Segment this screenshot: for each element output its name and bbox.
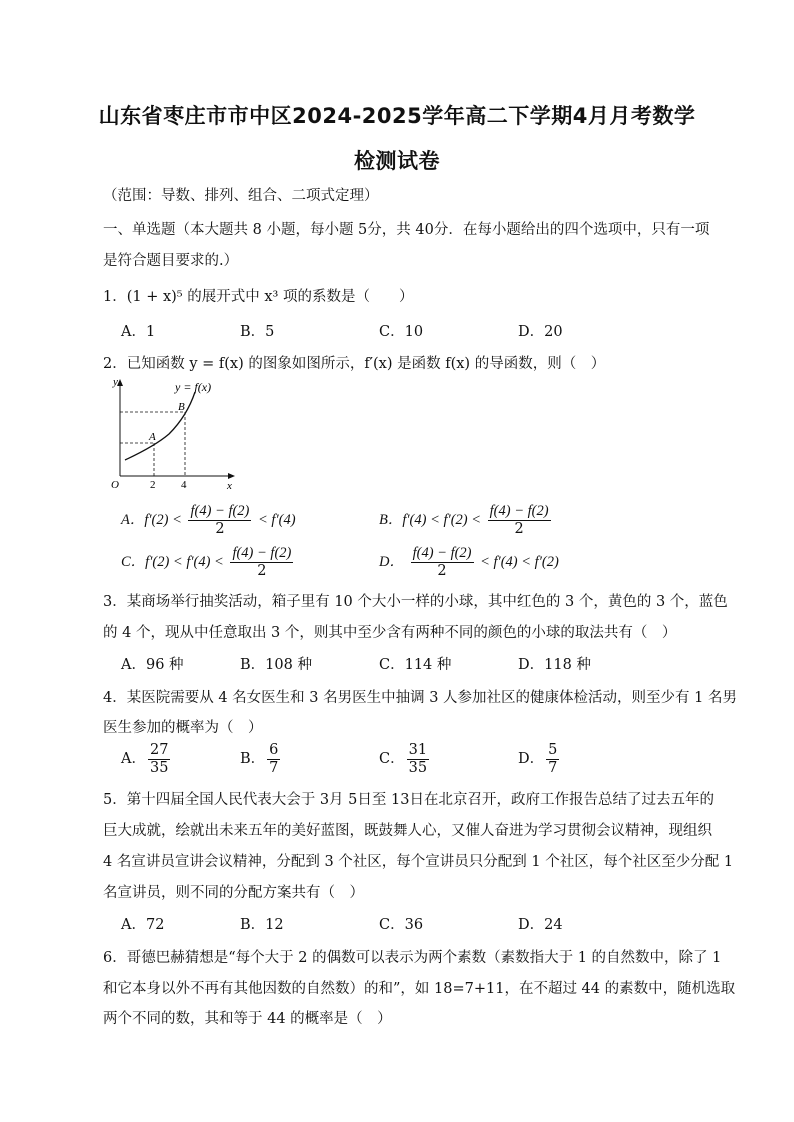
section1-header-line2: 是符合题目要求的.） <box>103 253 239 269</box>
q5-option-c: C．36 <box>379 917 424 933</box>
q1-stem: 1．(1 + x)⁵ 的展开式中 x³ 项的系数是（ ） <box>103 289 414 305</box>
y-axis-label: y <box>113 376 118 388</box>
q2-option-c-fraction: $\frac{f(4) - f(2)}{2}$ <box>232 545 292 579</box>
q6-stem-line3: 两个不同的数，其和等于 44 的概率是（ ） <box>103 1011 392 1027</box>
q2-option-a-fraction: $\frac{f(4) - f(2)}{2}$ <box>190 503 250 537</box>
tick-2-label: 2 <box>150 479 156 491</box>
q4-option-d: D． $\frac{5}{7}$ <box>518 742 558 776</box>
q4-option-a: A． $\frac{27}{35}$ <box>121 742 169 776</box>
q2-option-b-fraction: $\frac{f(4) - f(2)}{2}$ <box>489 503 549 537</box>
q5-option-b: B．12 <box>240 917 284 933</box>
q1-option-d: D．20 <box>518 324 563 340</box>
q5-stem-line4: 名宣讲员，则不同的分配方案共有（ ） <box>103 885 364 901</box>
q2-option-d: D． $\frac{f(4) - f(2)}{2}$ < f′(4) < f′(2) <box>379 545 559 579</box>
q3-option-c: C．114 种 <box>379 657 452 673</box>
origin-label: O <box>111 479 119 491</box>
q5-stem-line3: 4 名宣讲员宣讲会议精神，分配到 3 个社区，每个宣讲员只分配到 1 个社区，每个社区至少分配 1 <box>103 854 734 870</box>
q1-option-b: B．5 <box>240 324 275 340</box>
tick-4-label: 4 <box>181 479 187 491</box>
q1-option-c: C．10 <box>379 324 424 340</box>
curve-label: y = f(x) <box>175 380 212 394</box>
q3-stem-line2: 的 4 个，现从中任意取出 3 个，则其中至少含有两种不同的颜色的小球的取法共有（ ） <box>103 625 677 641</box>
q2-option-c: C．f′(2) < f′(4) < $\frac{f(4) - f(2)}{2}$ <box>121 545 292 579</box>
q2-option-a: A．f′(2) < $\frac{f(4) - f(2)}{2}$ < f′(4) <box>121 503 296 537</box>
q4-stem-line1: 4．某医院需要从 4 名女医生和 3 名男医生中抽调 3 人参加社区的健康体检活动，则至少有 1 名男 <box>103 690 737 706</box>
y-axis-arrow <box>117 379 123 386</box>
q5-stem-line1: 5．第十四届全国人民代表大会于 3月 5日至 13日在北京召开，政府工作报告总结了过去五年的 <box>103 792 714 808</box>
exam-scope: （范围：导数、排列、组合、二项式定理） <box>103 188 379 204</box>
q4-option-c: C． $\frac{31}{35}$ <box>379 742 428 776</box>
q5-option-a: A．72 <box>121 917 165 933</box>
q1-option-a: A．1 <box>121 324 156 340</box>
x-axis-arrow <box>228 473 235 479</box>
section1-header-line1: 一、单选题（本大题共 8 小题，每小题 5分，共 40分．在每小题给出的四个选项中，只有一项 <box>103 222 710 238</box>
q3-option-a: A．96 种 <box>121 657 184 673</box>
q2-option-d-fraction: $\frac{f(4) - f(2)}{2}$ <box>412 545 472 579</box>
q4-option-b: B． $\frac{6}{7}$ <box>240 742 279 776</box>
q2-stem: 2．已知函数 y = f(x) 的图象如图所示，f′(x) 是函数 f(x) 的导函数，则（ ） <box>103 356 606 372</box>
q3-option-b: B．108 种 <box>240 657 312 673</box>
q2-function-graph <box>103 372 243 492</box>
q3-stem-line1: 3．某商场举行抽奖活动，箱子里有 10 个大小一样的小球，其中红色的 3 个，黄色的 3 个，蓝色 <box>103 594 728 610</box>
q3-option-d: D．118 种 <box>518 657 591 673</box>
point-a-label: A <box>149 431 156 443</box>
q6-stem-line2: 和它本身以外不再有其他因数的自然数）的和”，如 18=7+11，在不超过 44 的素数中，随机选取 <box>103 981 736 997</box>
q5-option-d: D．24 <box>518 917 563 933</box>
q6-stem-line1: 6．哥德巴赫猜想是“每个大于 2 的偶数可以表示为两个素数（素数指大于 1 的自然数中，除了 1 <box>103 950 722 966</box>
q4-stem-line2: 医生参加的概率为（ ） <box>103 720 263 736</box>
q5-stem-line2: 巨大成就，绘就出未来五年的美好蓝图，既鼓舞人心，又催人奋进为学习贯彻会议精神，现组织 <box>103 823 712 839</box>
point-b-label: B <box>178 401 185 413</box>
q2-option-b: B．f′(4) < f′(2) < $\frac{f(4) - f(2)}{2}$ <box>379 503 549 537</box>
exam-title-line1: 山东省枣庄市市中区2024-2025学年高二下学期4月月考数学 <box>98 104 696 128</box>
exam-title-line2: 检测试卷 <box>354 149 440 173</box>
x-axis-label: x <box>227 480 232 492</box>
